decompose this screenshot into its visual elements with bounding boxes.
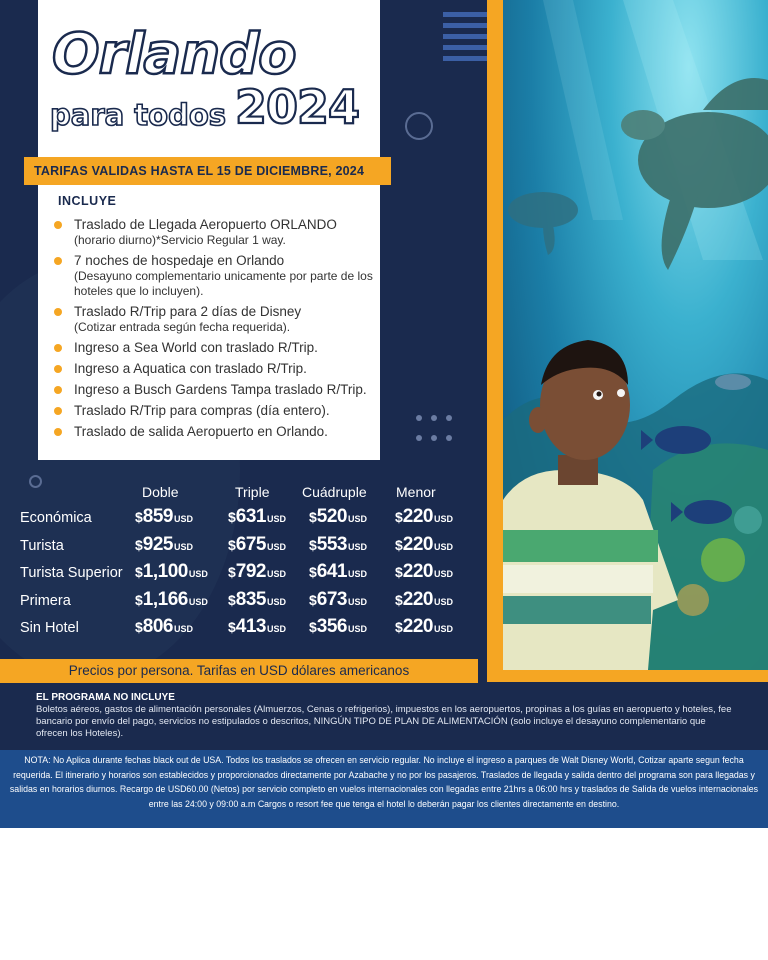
category-label: Primera	[20, 592, 71, 609]
table-row	[20, 589, 480, 615]
column-header: Cuádruple	[302, 484, 367, 500]
price-cell: $835USD	[228, 588, 287, 610]
list-item: Ingreso a Sea World con traslado R/Trip.	[54, 339, 374, 356]
includes-title: INCLUYE	[58, 194, 117, 208]
price-cell: $792USD	[228, 561, 287, 582]
price-cell: $675USD	[228, 533, 287, 555]
price-cell: $806USD	[135, 616, 194, 637]
table-row	[20, 561, 480, 587]
column-header: Triple	[235, 484, 270, 500]
table-row	[20, 616, 480, 642]
category-label: Sin Hotel	[20, 620, 79, 636]
table-row	[20, 506, 480, 532]
price-cell: $859USD	[135, 506, 194, 527]
category-label: Turista	[20, 537, 64, 554]
decorative-lines	[443, 12, 488, 67]
page-title: Orlando	[52, 22, 296, 87]
list-item: Ingreso a Aquatica con traslado R/Trip.	[54, 360, 374, 377]
price-cell: $220USD	[395, 533, 454, 555]
price-footer-note: Precios por persona. Tarifas en USD dólares americanos	[0, 659, 478, 683]
disclaimer-note: NOTA: No Aplica durante fechas black out de USA. Todos los traslados se ofrecen en servicio regular. No incluye el ingreso a parques de Walt Disney World, Cotizar aparte segun fecha requerida. El itinerario y horarios son establecidos y proporcionados directamente por Azabache y no por los pasajeros. Traslados de llegada y salida dentro del programa son para llegadas y salidas en horarios diurnos. Recargo de USD60.00 (Netos) por servicio completo en vuelos internacionales con llegadas entre 21hrs a 06:00 hrs y traslados de Salida de vuelos internacionales entre las 24:00 y 09:00 a.m Cargos o resort fee que tenga el hotel lo deberán pagar los clientes directamente en destino.	[0, 750, 768, 828]
price-cell: $641USD	[309, 561, 368, 582]
decorative-ring	[405, 112, 433, 140]
column-header: Doble	[142, 484, 179, 500]
price-cell: $925USD	[135, 533, 194, 555]
page-subtitle: para todos	[50, 98, 227, 132]
price-cell: $220USD	[395, 506, 454, 527]
list-item: 7 noches de hospedaje en Orlando (Desayuno complementario unicamente por parte de los hoteles que lo incluyen).	[54, 252, 374, 299]
year-label: 2024	[235, 80, 360, 134]
price-cell: $220USD	[395, 588, 454, 610]
list-item: Traslado R/Trip para compras (día entero).	[54, 402, 374, 419]
price-cell: $356USD	[309, 616, 368, 637]
validity-banner: TARIFAS VALIDAS HASTA EL 15 DE DICIEMBRE, 2024	[24, 157, 391, 185]
aquarium-photo	[503, 0, 768, 670]
price-cell: $220USD	[395, 616, 454, 637]
price-cell: $553USD	[309, 533, 368, 555]
list-item: Traslado de salida Aeropuerto en Orlando.	[54, 423, 374, 440]
price-cell: $520USD	[309, 506, 368, 527]
price-cell: $631USD	[228, 506, 287, 527]
price-cell: $673USD	[309, 588, 368, 610]
decorative-dots	[416, 415, 456, 447]
price-cell: $413USD	[228, 616, 287, 637]
not-included-text: Boletos aéreos, gastos de alimentación personales (Almuerzos, Cenas o refrigerios), impuestos en los aeropuertos, propinas a los guías en aeropuerto y hoteles, fee bancario por envío del pago, servicios no estipulados o descritos, NINGÚN TIPO DE PLAN DE ALIMENTACIÓN (solo incluye el desayuno complementario que ofrecen los Hoteles).	[36, 704, 732, 739]
list-item: Ingreso a Busch Gardens Tampa traslado R/Trip.	[54, 381, 374, 398]
category-label: Turista Superior	[20, 565, 123, 581]
not-included-title: EL PROGRAMA NO INCLUYE	[36, 692, 175, 703]
price-cell: $1,100USD	[135, 561, 208, 582]
includes-list	[54, 216, 374, 444]
category-label: Económica	[20, 510, 92, 526]
price-cell: $220USD	[395, 561, 454, 582]
decorative-ring-small	[29, 475, 42, 488]
table-row	[20, 534, 480, 560]
list-item: Traslado R/Trip para 2 días de Disney (Cotizar entrada según fecha requerida).	[54, 303, 374, 335]
list-item: Traslado de Llegada Aeropuerto ORLANDO (horario diurno)*Servicio Regular 1 way.	[54, 216, 374, 248]
column-header: Menor	[396, 484, 436, 500]
price-cell: $1,166USD	[135, 588, 208, 610]
